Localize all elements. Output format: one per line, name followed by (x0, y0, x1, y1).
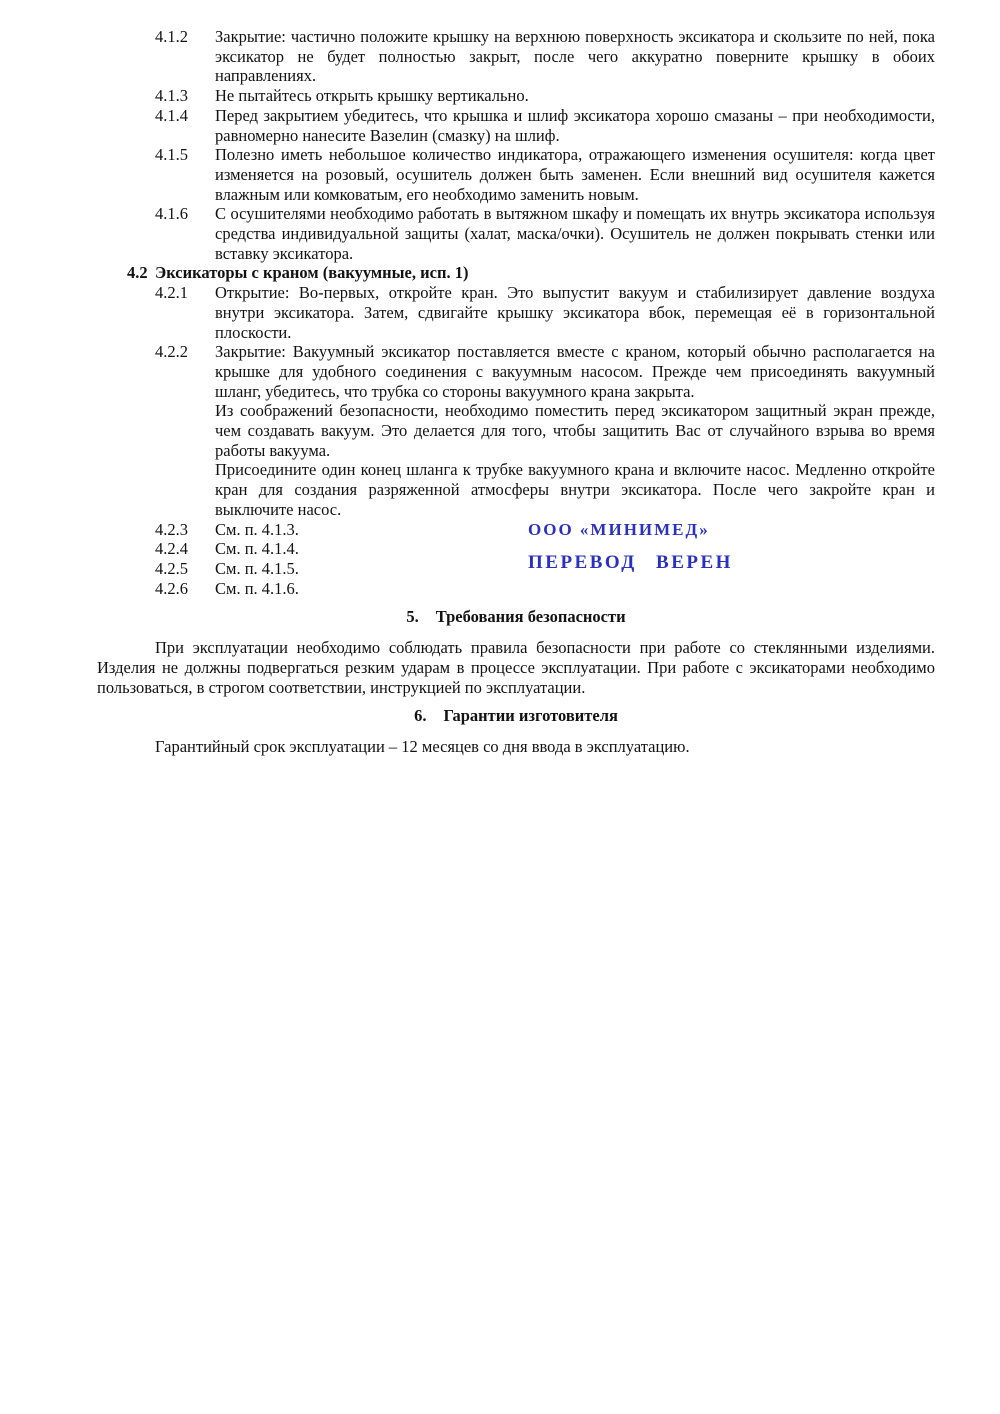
stamp-company-name: ООО «МИНИМЕД» (528, 520, 710, 539)
list-item (97, 145, 935, 204)
item-text: См. п. 4.1.3. (215, 519, 299, 539)
item-text: Не пытайтесь открыть крышку вертикально. (215, 86, 529, 106)
section-number: 5. (406, 607, 419, 627)
item-number: 4.2.1 (155, 283, 188, 303)
document-content (97, 27, 935, 757)
continuation-paragraph (97, 460, 935, 519)
list-item (97, 520, 935, 540)
item-text: См. п. 4.1.6. (215, 578, 299, 598)
item-text: Закрытие: Вакуумный эксикатор поставляется вместе с краном, который обычно располагается на крышке для удобного соединения с вакуумным насосом. Прежде чем присоединять вакуумный шланг, убедитесь, что трубка со стороны вакуумного крана закрыта. (215, 342, 935, 401)
section-title: Эксикаторы с краном (вакуумные, исп. 1) (155, 263, 469, 283)
item-text: С осушителями необходимо работать в вытяжном шкафу и помещать их внутрь эксикатора используя средства индивидуальной защиты (халат, маска/очки). Осушитель не должен покрывать стенки или вставку эксикатора. (215, 204, 935, 263)
item-text: См. п. 4.1.5. (215, 558, 299, 578)
continuation-paragraph (97, 401, 935, 460)
item-number: 4.1.5 (155, 145, 188, 165)
section-4-2-heading (97, 263, 935, 283)
item-number: 4.1.6 (155, 204, 188, 224)
list-item (97, 204, 935, 263)
section-5-heading (97, 607, 935, 627)
section-6-heading (97, 706, 935, 726)
item-text: Перед закрытием убедитесь, что крышка и шлиф эксикатора хорошо смазаны – при необходимости, равномерно нанесите Вазелин (смазку) на шлиф. (215, 105, 935, 145)
section-6-paragraph: Гарантийный срок эксплуатации – 12 месяцев со дня ввода в эксплуатацию. (155, 736, 690, 756)
list-item (97, 342, 935, 401)
list-item (97, 106, 935, 145)
paragraph-text: Из соображений безопасности, необходимо поместить перед эксикатором защитный экран прежде, чем создавать вакуум. Это делается для того, чтобы защитить Вас от случайного взрыва во время работы вакуума. (215, 401, 935, 460)
item-number: 4.1.3 (155, 86, 188, 106)
item-text: Закрытие: частично положите крышку на верхнюю поверхность эксикатора и скользите по ней, пока эксикатор не будет полностью закрыт, после чего аккуратно поверните крышку в обоих направлениях. (215, 27, 935, 86)
section-title: Требования безопасности (435, 607, 626, 627)
list-item (97, 283, 935, 342)
paragraph-text: Присоедините один конец шланга к трубке вакуумного крана и включите насос. Медленно откройте кран для создания разряженной атмосферы внутри эксикатора. После чего закройте кран и выключите насос. (215, 460, 935, 519)
translation-stamp (528, 520, 733, 573)
section-number: 4.2 (127, 263, 148, 283)
section-title: Гарантии изготовителя (443, 706, 618, 726)
item-text: См. п. 4.1.4. (215, 539, 299, 559)
section-number: 6. (414, 706, 427, 726)
list-item (97, 579, 935, 599)
item-number: 4.1.2 (155, 27, 188, 46)
section-5-paragraph: При эксплуатации необходимо соблюдать правила безопасности при работе со стеклянными изделиями. Изделия не должны подвергаться резким ударам в процессе эксплуатации. При работе с эксикаторами необходимо пользоваться, в строгом соответствии, инструкцией по эксплуатации. (97, 638, 935, 697)
item-number: 4.2.5 (155, 558, 188, 578)
item-number: 4.1.4 (155, 105, 188, 125)
list-item (97, 27, 935, 86)
list-item (97, 559, 935, 579)
item-number: 4.2.4 (155, 539, 188, 559)
item-text: Полезно иметь небольшое количество индикатора, отражающего изменения осушителя: когда цвет изменяется на розовый, осушитель должен быть заменен. Если внешний вид осушителя кажется влажным или комковатым, его необходимо заменить новым. (215, 145, 935, 204)
stamp-verification-text: ПЕРЕВОД ВЕРЕН (528, 551, 733, 573)
item-text: Открытие: Во-первых, откройте кран. Это выпустит вакуум и стабилизирует давление воздуха внутри эксикатора. Затем, сдвигайте крышку эксикатора вбок, перемещая её в горизонтальной плоскости. (215, 283, 935, 342)
list-item (97, 86, 935, 106)
item-number: 4.2.3 (155, 519, 188, 539)
list-item (97, 539, 935, 559)
item-number: 4.2.2 (155, 342, 188, 362)
item-number: 4.2.6 (155, 578, 188, 598)
